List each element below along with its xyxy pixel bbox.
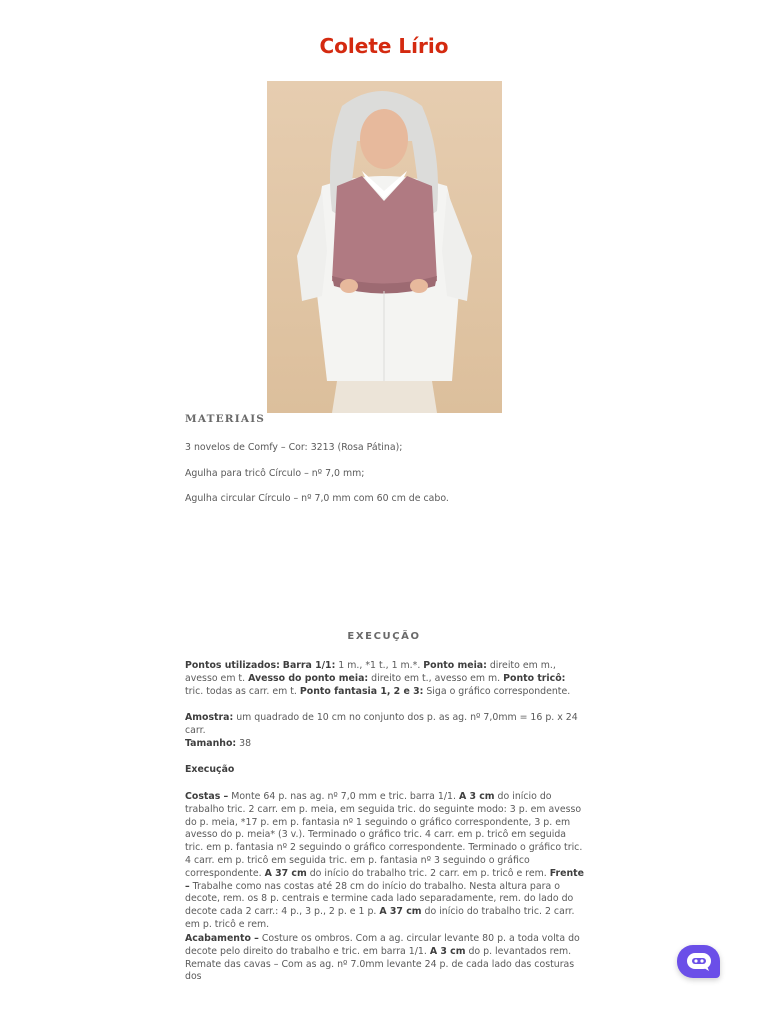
front-text: do início do trabalho tric. 2 carr. em p. tricô e rem. [185,906,575,930]
finishing-text: do p. levantados rem. Remate das cavas – Com as ag. nº 7.0mm levante 24 p. de cada lado das costuras dos [185,945,575,983]
gauge-label: Amostra: [185,712,234,723]
stockinette-text: direito em m., avesso em t. [185,660,556,684]
finishing-label: Acabamento – [185,933,259,944]
back-measure: A 3 cm [458,791,495,802]
reverse-stockinette-label: Avesso do ponto meia: [248,672,369,684]
back-label: Costas – [185,791,229,802]
back-measure: A 37 cm [264,867,307,879]
finishing-paragraph [185,933,585,984]
size-text: 38 [236,738,252,749]
execution-label: Execução [185,764,235,775]
rib-label: Barra 1/1: [282,660,336,671]
rib-text: 1 m., *1 t., 1 m.*. [335,660,424,671]
fancy-stitch-label: Ponto fantasia 1, 2 e 3: [299,685,424,697]
front-measure: A 37 cm [379,906,422,918]
material-item: Agulha para tricô Círculo – nº 7,0 mm; [185,468,365,479]
fancy-stitch-text: Siga o gráfico correspondente. [423,685,571,697]
back-text: do início do trabalho tric. 2 carr. em p. tricô e rem. [306,867,550,879]
stitches-label: Pontos utilizados: [185,660,280,671]
back-text: do início do trabalho tric. 2 carr. em p. meia, em seguida tric. do seguinte modo: 3 p. em avesso do p. meia, *17 p. em p. fantasia nº 1 seguindo o gráfico correspondente, 3 p. em avesso do p. meia* (3 v.). Terminado o gráfico tric. 4 carr. em p. tricô em seguida tric. em p. fantasia nº 2 seguindo o gráfico correspondente. Terminado o gráfico tric. 4 carr. em p. tricô em seguida tric. em p. fantasia nº 3 seguindo o gráfico correspondente. [185,791,583,879]
execution-subheading [185,764,585,777]
gauge-text: um quadrado de 10 cm no conjunto dos p. as ag. nº 7,0mm = 16 p. x 24 carr. [185,712,578,736]
execution-heading: EXECUÇÃO [347,631,421,642]
size-label: Tamanho: [185,738,237,749]
front-text: Trabalhe como nas costas até 28 cm do início do trabalho. Nesta altura para o decote, rem. os 8 p. centrais e termine cada lado separadamente, rem. do lado do decote cada 2 carr.: 4 p., 3 p., 2 p. e 1 p. [185,880,574,918]
material-item: Agulha circular Círculo – nº 7,0 mm com 60 cm de cabo. [185,493,449,504]
finishing-text: Costure os ombros. Com a ag. circular levante 80 p. a toda volta do decote pelo direito do trabalho e tric. em barra 1/1. [185,933,580,957]
materials-heading: MATERIAIS [185,413,266,425]
gauge-paragraph [185,712,585,738]
product-photo [267,81,502,413]
model-illustration [267,81,502,413]
size-paragraph [185,738,585,751]
finishing-measure: A 3 cm [429,945,466,957]
garter-text: tric. todas as carr. em t. [185,685,300,697]
material-item: 3 novelos de Comfy – Cor: 3213 (Rosa Pátina); [185,442,403,453]
chat-button[interactable] [677,945,720,978]
chat-bubble-icon [686,952,712,972]
back-paragraph [185,791,585,932]
reverse-stockinette-text: direito em t., avesso em m. [368,672,504,684]
back-text: Monte 64 p. nas ag. nº 7,0 mm e tric. barra 1/1. [228,791,459,802]
stockinette-label: Ponto meia: [423,660,487,671]
stitches-paragraph [185,660,585,698]
front-label: Frente – [185,867,585,892]
page-title: Colete Lírio [319,34,449,58]
garter-label: Ponto tricô: [503,672,566,684]
